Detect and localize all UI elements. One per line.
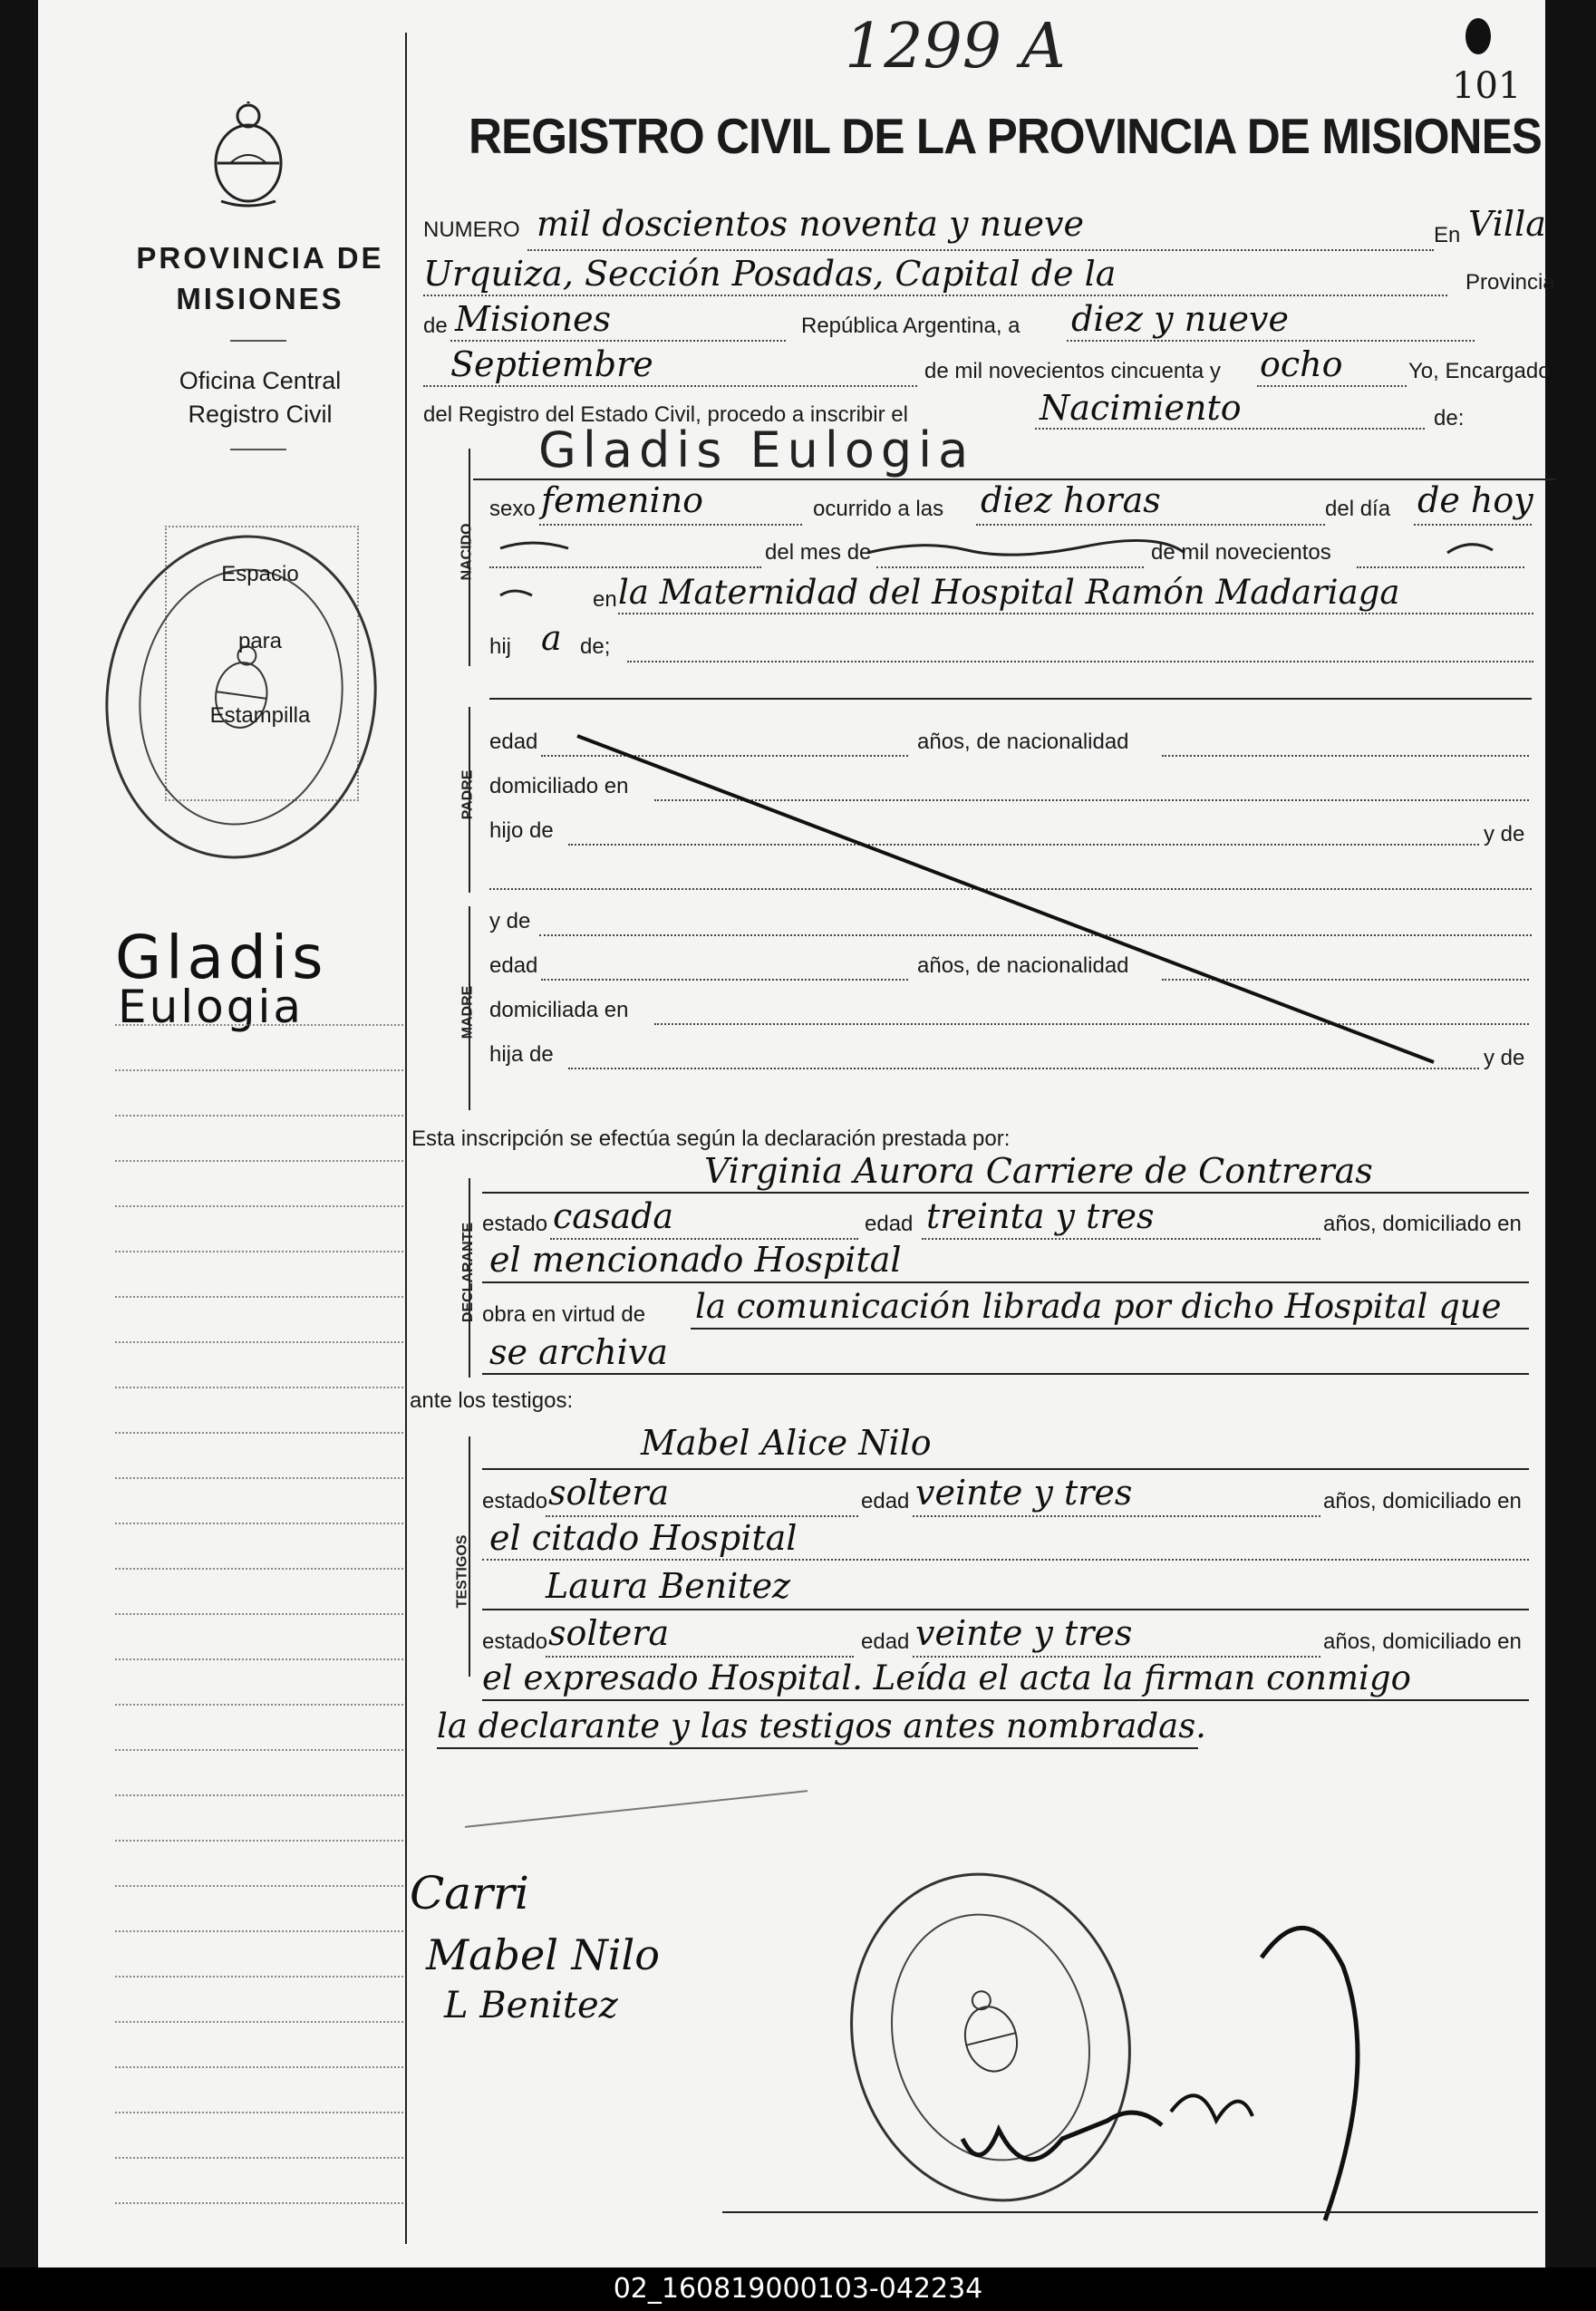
declarante-edad: treinta y tres xyxy=(926,1196,1155,1236)
margin-rule xyxy=(115,1024,403,1026)
margin-rule xyxy=(115,1840,403,1842)
padre-hijo-label: hijo de xyxy=(489,818,554,843)
hij-label: hij xyxy=(489,634,512,659)
stamp-space-word-3: Estampilla xyxy=(209,703,311,728)
province-value: Misiones xyxy=(455,299,612,339)
declarante-edad-label: edad xyxy=(865,1212,914,1236)
testigo-2-estado: soltera xyxy=(548,1613,670,1653)
margin-rule xyxy=(115,1296,403,1298)
hora-value: diez horas xyxy=(981,480,1161,520)
margin-name-first: Gladis xyxy=(115,923,328,992)
del-mes-label: del mes de xyxy=(765,540,872,565)
declarante-obra2-line xyxy=(482,1373,1529,1375)
margin-rule xyxy=(115,1251,403,1252)
declarante-estado-label: estado xyxy=(482,1212,548,1236)
testigos-intro: ante los testigos: xyxy=(410,1388,574,1413)
margin-rule xyxy=(115,1432,403,1434)
margin-rule xyxy=(115,1976,403,1977)
margin-rule xyxy=(115,1387,403,1388)
testigo-2-estado-label: estado xyxy=(482,1629,548,1654)
testigo-1-estado-line xyxy=(546,1515,858,1517)
signature-testigo-2: L Benitez xyxy=(444,1985,618,2026)
signature-divider xyxy=(465,1790,808,1828)
signature-declarante: Carri xyxy=(410,1867,529,1919)
section-divider xyxy=(489,698,1532,700)
margin-rule xyxy=(115,1704,403,1706)
official-signature xyxy=(926,1903,1524,2229)
testigo-1-edad-line xyxy=(913,1515,1320,1517)
declarante-name: Virginia Aurora Carriere de Contreras xyxy=(704,1151,1373,1191)
office-label-line-2: Registro Civil xyxy=(188,401,333,428)
declarante-edad-line xyxy=(922,1238,1320,1240)
stamp-space-word-1: Espacio xyxy=(221,562,299,586)
mil-label: de mil novecientos xyxy=(1151,540,1331,565)
padre-anos-label: años, de nacionalidad xyxy=(917,730,1129,754)
testigo-1-name: Mabel Alice Nilo xyxy=(641,1423,932,1463)
year-line xyxy=(1257,385,1407,387)
year-label: de mil novecientos cincuenta y xyxy=(924,359,1221,383)
margin-rule xyxy=(115,2202,403,2204)
margin-rule xyxy=(115,1658,403,1660)
testigo-1-estado-label: estado xyxy=(482,1489,548,1513)
strike-through-line xyxy=(564,725,1452,1069)
margin-name-second: Eulogia xyxy=(118,981,305,1033)
padre-domicilio-label: domiciliado en xyxy=(489,774,629,798)
madre-anos-label: años, de nacionalidad xyxy=(917,953,1129,978)
testigo-1-dom-label: años, domiciliado en xyxy=(1323,1489,1522,1513)
month-value: Septiembre xyxy=(450,344,653,384)
place-line xyxy=(423,295,1447,296)
sexo-value: femenino xyxy=(541,480,704,520)
sexo-line xyxy=(539,524,802,526)
mil-line xyxy=(1357,566,1524,568)
stamp-space-label xyxy=(165,564,355,727)
mes-line xyxy=(876,566,1144,568)
province-label xyxy=(111,237,410,319)
margin-rule xyxy=(115,1115,403,1117)
declarante-obra-label: obra en virtud de xyxy=(482,1302,646,1327)
numero-line xyxy=(527,249,1434,251)
testigos-section-label: TESTIGOS xyxy=(454,1534,470,1609)
testigo-1-dom-line xyxy=(482,1559,1529,1561)
margin-rule xyxy=(115,2066,403,2068)
certificate-page xyxy=(38,0,1555,2267)
ink-blot xyxy=(1465,18,1491,54)
inscribir-line xyxy=(1035,428,1425,430)
margin-rule xyxy=(115,2021,403,2023)
testigo-1-name-line xyxy=(482,1468,1529,1470)
testigo-1-edad-label: edad xyxy=(861,1489,910,1513)
testigo-2-dom-line xyxy=(482,1699,1529,1701)
testigo-2-name-line xyxy=(482,1609,1529,1610)
margin-rule xyxy=(115,1749,403,1751)
lugar-value: la Maternidad del Hospital Ramón Madariaga xyxy=(618,573,1400,612)
de-label: de xyxy=(423,314,448,338)
provincia-label: Provincia xyxy=(1465,270,1555,295)
year-value: ocho xyxy=(1260,344,1343,384)
testigo-2-edad-line xyxy=(913,1656,1320,1658)
declarante-section-label: DECLARANTE xyxy=(460,1222,477,1323)
testigo-2-name: Laura Benitez xyxy=(546,1566,791,1606)
page-title: REGISTRO CIVIL DE LA PROVINCIA DE MISIONES xyxy=(469,108,1542,164)
declarante-intro: Esta inscripción se efectúa según la declaración prestada por: xyxy=(411,1126,1011,1151)
testigo-1-dom: el citado Hospital xyxy=(489,1518,798,1558)
testigo-2-dom-label: años, domiciliado en xyxy=(1323,1629,1522,1654)
margin-rule xyxy=(115,1613,403,1615)
inscribir-label: del Registro del Estado Civil, procedo a inscribir el xyxy=(423,402,908,427)
numero-label: NUMERO xyxy=(423,218,520,242)
en-value: Villa xyxy=(1468,204,1546,244)
closing-line xyxy=(437,1747,1198,1749)
madre-hija-label: hija de xyxy=(489,1042,554,1067)
margin-rule xyxy=(115,1568,403,1570)
margin-rule xyxy=(115,1069,403,1071)
testigo-2-dom: el expresado Hospital. Leída el acta la firman conmigo xyxy=(482,1658,1411,1697)
madre-section-label: MADRE xyxy=(459,985,476,1039)
dia-line xyxy=(1414,524,1532,526)
divider xyxy=(230,449,286,450)
de-colon: de: xyxy=(1434,406,1465,430)
margin-rule xyxy=(115,1523,403,1524)
province-line xyxy=(450,340,786,342)
folio-number: 101 xyxy=(1452,65,1522,107)
ocurrido-label: ocurrido a las xyxy=(813,497,944,521)
declarante-domicilio-label: años, domiciliado en xyxy=(1323,1212,1522,1236)
month-line xyxy=(423,385,917,387)
margin-rule xyxy=(115,1205,403,1207)
margin-rule xyxy=(115,1794,403,1796)
padre-edad-label: edad xyxy=(489,730,538,754)
declarante-name-line xyxy=(482,1192,1529,1194)
margin-rule xyxy=(115,2112,403,2113)
hora-line xyxy=(976,524,1325,526)
dia-value: de hoy xyxy=(1417,480,1533,520)
nacido-line xyxy=(489,566,761,568)
day-value: diez y nueve xyxy=(1071,299,1290,339)
margin-rule xyxy=(115,2157,403,2159)
declarante-domicilio: el mencionado Hospital xyxy=(489,1240,902,1280)
declarante-estado: casada xyxy=(553,1196,674,1236)
testigo-2-edad: veinte y tres xyxy=(915,1613,1133,1653)
hij-value: a xyxy=(541,618,562,658)
inscribir-value: Nacimiento xyxy=(1040,388,1242,428)
child-name: Gladis Eulogia xyxy=(538,421,975,479)
declarante-obra-line xyxy=(691,1328,1529,1330)
sexo-label: sexo xyxy=(489,497,536,521)
image-code-footer: 02_160819000103-042234 xyxy=(0,2267,1596,2311)
declarante-obra-2: se archiva xyxy=(489,1332,668,1372)
hij-de: de; xyxy=(580,634,611,659)
handwritten-number: 1299 A xyxy=(845,11,1066,82)
nacido-section-label: NACIDO xyxy=(459,523,475,581)
madre-edad-label: edad xyxy=(489,953,538,978)
province-label-line-1: PROVINCIA DE xyxy=(136,241,384,275)
margin-rule xyxy=(115,1930,403,1932)
testigo-1-estado: soltera xyxy=(548,1473,670,1513)
closing-text: la declarante y las testigos antes nombradas. xyxy=(437,1707,1206,1745)
margin-rule xyxy=(115,1477,403,1479)
day-line xyxy=(1067,340,1475,342)
office-label xyxy=(111,364,410,431)
madre-domicilio-label: domiciliada en xyxy=(489,998,629,1022)
del-dia-label: del día xyxy=(1325,497,1391,521)
official-signature-line xyxy=(722,2211,1538,2213)
margin-rule xyxy=(115,1160,403,1162)
signature-testigo-1: Mabel Nilo xyxy=(426,1930,660,1979)
province-label-line-2: MISIONES xyxy=(176,282,344,315)
declarante-dom-line xyxy=(482,1281,1529,1283)
numero-value: mil doscientos noventa y nueve xyxy=(537,204,1084,244)
encargado-label: Yo, Encargado xyxy=(1408,359,1551,383)
margin-rule xyxy=(115,1885,403,1887)
stamp-space-word-2: para xyxy=(237,629,283,653)
padre-section-label: PADRE xyxy=(459,769,476,820)
madre-y-de-end: y de xyxy=(1484,1046,1525,1070)
declarante-obra: la comunicación librada por dicho Hospital que xyxy=(695,1287,1502,1326)
testigo-2-estado-line xyxy=(546,1656,854,1658)
en-label: En xyxy=(1434,223,1461,247)
divider xyxy=(230,340,286,342)
margin-rule xyxy=(115,1341,403,1343)
testigo-2-edad-label: edad xyxy=(861,1629,910,1654)
coat-of-arms-icon xyxy=(203,102,294,210)
testigo-1-edad: veinte y tres xyxy=(915,1473,1133,1513)
place-value: Urquiza, Sección Posadas, Capital de la xyxy=(423,254,1117,294)
hij-line xyxy=(627,661,1533,662)
republica-label: República Argentina, a xyxy=(801,314,1020,338)
lugar-line xyxy=(618,613,1533,614)
padre-y-de: y de xyxy=(1484,822,1525,846)
office-label-line-1: Oficina Central xyxy=(179,367,342,394)
en-label: en xyxy=(593,587,617,612)
madre-y-de: y de xyxy=(489,909,531,933)
